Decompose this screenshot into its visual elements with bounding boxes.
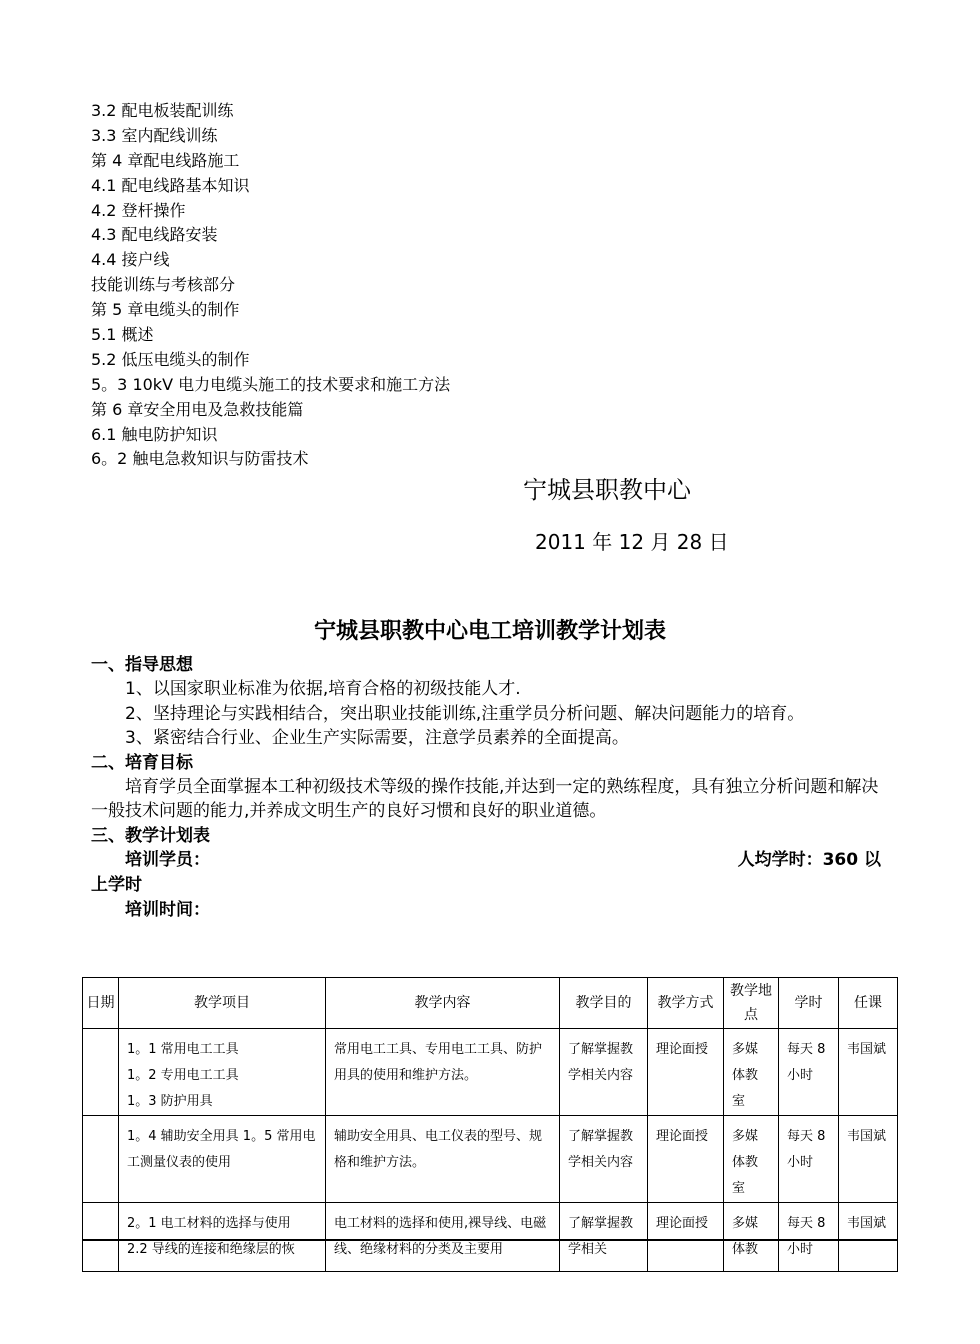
toc-line: 6。2 触电急救知识与防雷技术 [91, 449, 309, 469]
document-title: 宁城县职教中心电工培训教学计划表 [313, 619, 666, 644]
cell-project [119, 1116, 326, 1203]
section-heading: 二、培育目标 [91, 752, 193, 773]
paragraph: 1、以国家职业标准为依据,培育合格的初级技能人才. [125, 679, 521, 699]
cell-method: 理论面授 [648, 1029, 724, 1116]
project-line: 1。3 防护用具 [127, 1094, 213, 1109]
project-line: 2。1 电工材料的选择与使用 [127, 1216, 291, 1231]
table-of-contents [91, 99, 450, 472]
paragraph: 2、坚持理论与实践相结合，突出职业技能训练,注重学员分析问题、解决问题能力的培育。 [125, 703, 805, 724]
hours-label: 人均学时：360 以 [737, 849, 881, 870]
toc-line: 4.4 接户线 [91, 250, 170, 270]
cell-hours: 每天 8 小时 [779, 1029, 839, 1116]
toc-line: 技能训练与考核部分 [91, 275, 236, 295]
cell-goal: 了解掌握教学相关内容 [560, 1029, 648, 1116]
table-row [83, 1116, 898, 1203]
project-line: 1。2 专用电工工具 [127, 1068, 239, 1083]
cell-teacher: 韦国斌 [839, 1029, 898, 1116]
plan-body [91, 653, 891, 923]
cell-content: 常用电工工具、专用电工工具、防护用具的使用和维护方法。 [326, 1029, 560, 1116]
header-content: 教学内容 [326, 978, 560, 1029]
hours-continued: 上学时 [91, 874, 142, 895]
signature-org: 宁城县职教中心 [523, 476, 691, 504]
cell-content: 辅助安全用具、电工仪表的型号、规格和维护方法。 [326, 1116, 560, 1203]
toc-line: 4.2 登杆操作 [91, 200, 186, 220]
cell-project [119, 1029, 326, 1116]
project-line: 1。1 常用电工工具 [127, 1042, 239, 1057]
header-teacher: 任课 [839, 978, 898, 1029]
toc-line: 5.1 概述 [91, 325, 154, 345]
header-hours: 学时 [779, 978, 839, 1029]
project-line: 1。4 辅助安全用具 1。5 常用电工测量仪表的使用 [127, 1129, 316, 1170]
toc-line: 第 6 章安全用电及急救技能篇 [91, 399, 304, 419]
cell-project [119, 1203, 326, 1272]
cell-hours: 每天 8 小时 [779, 1203, 839, 1272]
section-heading: 三、教学计划表 [91, 825, 210, 846]
toc-line: 6.1 触电防护知识 [91, 424, 218, 444]
header-method: 教学方式 [648, 978, 724, 1029]
paragraph: 3、紧密结合行业、企业生产实际需要，注意学员素养的全面提高。 [125, 728, 629, 748]
header-place: 教学地点 [724, 978, 779, 1029]
cell-goal: 了解掌握教学相关内容 [560, 1116, 648, 1203]
teaching-plan-table [82, 977, 898, 1272]
cell-date [83, 1116, 119, 1203]
toc-line: 5。3 10kV 电力电缆头施工的技术要求和施工方法 [91, 374, 451, 394]
cell-content: 电工材料的选择和使用,裸导线、电磁线、绝缘材料的分类及主要用 [326, 1203, 560, 1272]
cell-place: 多媒体教室 [724, 1029, 779, 1116]
cell-place: 多媒体教室 [724, 1116, 779, 1203]
cell-goal: 了解掌握教学相关 [560, 1203, 648, 1272]
header-date: 日期 [83, 978, 119, 1029]
training-time-label: 培训时间： [125, 899, 210, 920]
toc-line: 3.2 配电板装配训练 [91, 101, 234, 120]
toc-line: 4.1 配电线路基本知识 [91, 175, 250, 195]
teaching-plan-table-wrapper [82, 977, 897, 1257]
cell-place: 多媒体教 [724, 1203, 779, 1272]
header-goal: 教学目的 [560, 978, 648, 1029]
toc-line: 4.3 配电线路安装 [91, 225, 218, 245]
paragraph: 培育学员全面掌握本工种初级技术等级的操作技能,并达到一定的熟练程度，具有独立分析问题和解决一般技术问题的能力,并养成文明生产的良好习惯和良好的职业道德。 [91, 776, 879, 821]
cell-date [83, 1029, 119, 1116]
cell-method: 理论面授 [648, 1116, 724, 1203]
toc-line: 第 5 章电缆头的制作 [91, 300, 240, 320]
table-header-row [83, 978, 898, 1029]
toc-line: 第 4 章配电线路施工 [91, 150, 240, 170]
section-heading: 一、指导思想 [91, 655, 193, 675]
signature-date: 2011 年 12 月 28 日 [535, 530, 729, 554]
toc-line: 3.3 室内配线训练 [91, 125, 218, 145]
table-row [83, 1029, 898, 1116]
table-row [83, 1203, 898, 1272]
trainee-row [91, 848, 891, 873]
project-line: 2.2 导线的连接和绝缘层的恢 [127, 1242, 295, 1257]
header-project: 教学项目 [119, 978, 326, 1029]
trainees-label: 培训学员： [125, 849, 210, 870]
cell-hours: 每天 8 小时 [779, 1116, 839, 1203]
cell-teacher: 韦国斌 [839, 1203, 898, 1272]
toc-line: 5.2 低压电缆头的制作 [91, 349, 250, 369]
cell-teacher: 韦国斌 [839, 1116, 898, 1203]
cell-date [83, 1203, 119, 1272]
cell-method: 理论面授 [648, 1203, 724, 1272]
